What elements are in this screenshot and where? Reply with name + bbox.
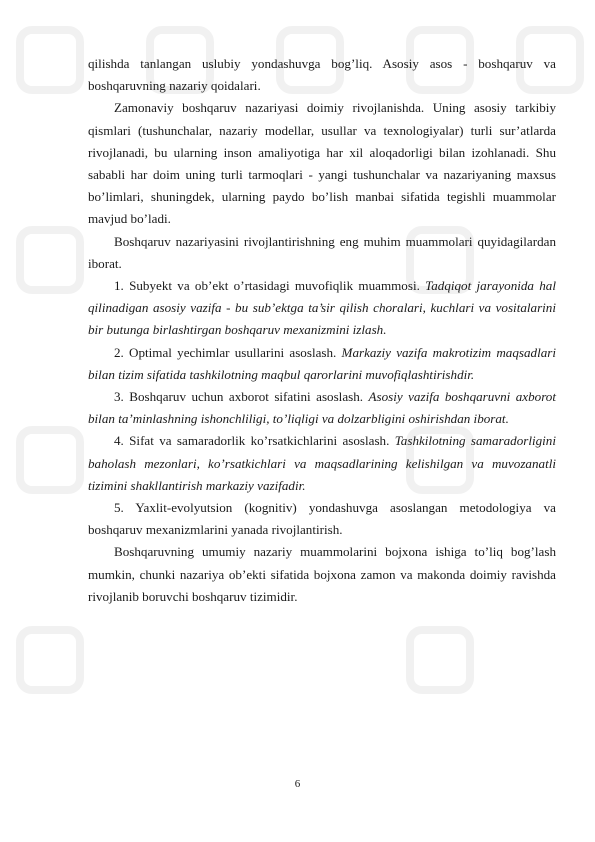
paragraph-problems-intro: Boshqaruv nazariyasini rivojlantirishning eng muhim muammolari quyidagilardan iborat. xyxy=(88,233,556,271)
list-item-2: 2. Optimal yechimlar usullarini asoslash. Markaziy vazifa makrotizim maqsadlari bilan tizim sifatida tashkilotning maqbul qarorlarini muvofiqlashtirishdir. xyxy=(88,344,556,382)
document-body xyxy=(88,53,556,608)
list-item-4: 4. Sifat va samaradorlik ko’rsatkichlarini asoslash. Tashkilotning samaradorligini baholash mezonlari, ko’rsatkichlari va maqsadlarining kelishilgan va muvozanatli tizimini shakllantirish markaziy vazifadir. xyxy=(88,433,556,493)
list-item-3: 3. Boshqaruv uchun axborot sifatini asoslash. Asosiy vazifa boshqaruvni axborot bilan ta’minlashning ishonchliligi, to’liqligi va dolzarbligini oshirishdan iborat. xyxy=(88,389,556,427)
page-number: 6 xyxy=(294,778,301,790)
paragraph-conclusion: Boshqaruvning umumiy nazariy muammolarini bojxona ishiga to’liq bog’lash mumkin, chunki nazariya ob’ekti sifatida bojxona zamon va makonda doimiy ravishda rivojlanib boruvchi boshqaruv tizimidir. xyxy=(88,544,556,604)
list-item-5: 5. Yaxlit-evolyutsion (kognitiv) yondashuvga asoslangan metodologiya va boshqaruv mexanizmlarini yanada rivojlantirish. xyxy=(88,500,556,538)
paragraph-modern-theory: Zamonaviy boshqaruv nazariyasi doimiy rivojlanishda. Uning asosiy tarkibiy qismlari (tushunchalar, nazariy modellar, usullar va texnologiyalar) turli sur’atlarda rivojlanadi, bu ularning inson amaliyotiga har xil aloqadorligi bilan izohlanadi. Shu sababli har doim uning turli tarmoqlari - yangi tushunchalar va nazariyaning maxsus bo’limlari, shuningdek, ularning paydo bo’lish manbai sifatida tegishli muammolar mavjud bo’ladi. xyxy=(88,100,556,227)
paragraph-continuation: qilishda tanlangan uslubiy yondashuvga bog’liq. Asosiy asos - boshqaruv va boshqaruvning nazariy qoidalari. xyxy=(88,56,556,94)
list-item-1: 1. Subyekt va ob’ekt o’rtasidagi muvofiqlik muammosi. Tadqiqot jarayonida hal qilinadigan asosiy vazifa - bu sub’ektga ta’sir qilish choralari, kuchlari va vositalarini bir butunga birlashtirgan boshqaruv mexanizmini izlash. xyxy=(88,278,556,338)
